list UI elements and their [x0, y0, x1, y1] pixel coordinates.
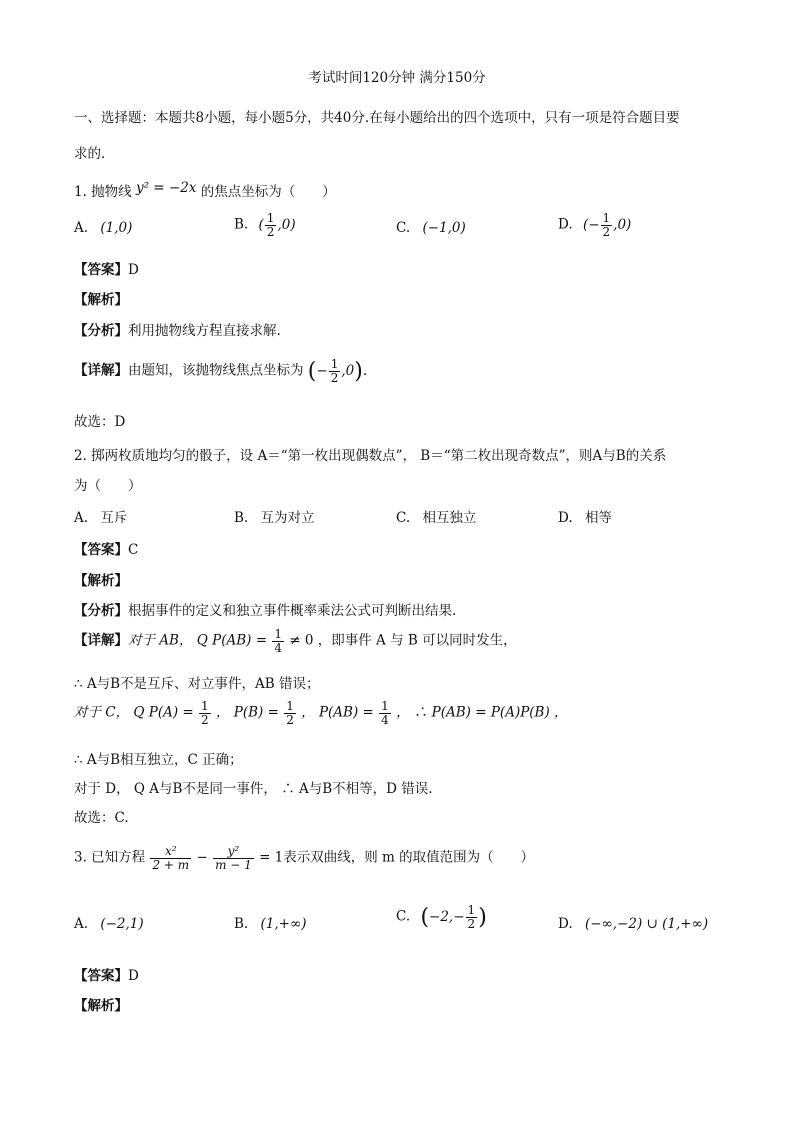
- q1-option-a: A. (1,0): [74, 220, 133, 236]
- q3-option-c: C. (−2,− $\frac{1}{2}$ ): [396, 903, 487, 931]
- q1-option-a-value: (1,0): [100, 220, 133, 236]
- q2-option-a: A. 互斥: [74, 510, 128, 526]
- exam-info-header: 考试时间120分钟 满分150分: [308, 70, 486, 86]
- q2-detail-line-4: ∴ A与B相互独立，C 正确；: [74, 752, 243, 768]
- q1-fenxi: 【分析】利用抛物线方程直接求解.: [74, 323, 281, 339]
- q2-stem-line-1: 2. 掷两枚质地均匀的骰子，设 A＝“第一枚出现偶数点”， B＝“第二枚出现奇数点”，则A与B的关系: [74, 448, 667, 464]
- q2-fenxi: 【分析】根据事件的定义和独立事件概率乘法公式可判断出结果.: [74, 603, 457, 619]
- q3-option-b: B. (1,+∞): [234, 916, 307, 932]
- section-intro-line-1: 一、选择题：本题共8小题，每小题5分，共40分.在每小题给出的四个选项中，只有一项是符合题目要: [74, 110, 680, 126]
- q3-option-a: A. (−2,1): [74, 916, 144, 932]
- q3-answer: 【答案】D: [74, 968, 139, 984]
- q2-option-c: C. 相互独立: [396, 510, 477, 526]
- q2-detail-line-1: 【详解】对于 AB， Q P(AB) = $\frac{1}{4}$ ≠ 0 ，即事件 A 与 B 可以同时发生，: [74, 627, 517, 655]
- q2-answer: 【答案】C: [74, 542, 139, 558]
- q1-analysis-label: 【解析】: [74, 292, 128, 308]
- q1-option-c-value: (−1,0): [422, 220, 466, 236]
- q1-detail: 【详解】由题知，该抛物线焦点坐标为 (− $\frac{1}{2}$ ,0).: [74, 357, 368, 385]
- q2-stem-line-2: 为（ ）: [74, 478, 142, 494]
- q2-conclusion: 故选：C.: [74, 810, 129, 826]
- q1-option-b-value: ( $\frac{1}{2}$ ,0): [258, 211, 296, 239]
- q2-option-b: B. 互为对立: [234, 510, 315, 526]
- q3-analysis-label: 【解析】: [74, 998, 128, 1014]
- q3-option-c-value: (−2,− $\frac{1}{2}$ ): [420, 903, 487, 931]
- q1-number: 1. 抛物线: [74, 184, 132, 200]
- q1-detail-result: (− $\frac{1}{2}$ ,0).: [307, 357, 368, 385]
- q1-option-d: D. (− $\frac{1}{2}$ ,0): [558, 211, 632, 239]
- q1-option-b: B. ( $\frac{1}{2}$ ,0): [234, 211, 296, 239]
- q1-stem: [74, 180, 336, 200]
- q3-stem: 3. 已知方程 $\frac{\text{x²}}{2 + m}$ − $\frac{\text{y²}}{m - 1}$ = 1表示双曲线，则 m 的取值范围为（ ）: [74, 844, 535, 872]
- q2-detail-line-3: 对于 C， Q P(A) = $\frac{1}{2}$ ， P(B) = $\frac{1}{2}$ ， P(AB) = $\frac{1}{4}$ ， ∴ P(AB) = P(A)P(B) ，: [74, 699, 568, 727]
- q1-answer: 【答案】D: [74, 262, 139, 278]
- section-intro-line-2: 求的.: [74, 146, 106, 162]
- q1-conclusion: 故选：D: [74, 414, 126, 430]
- q1-option-c: C. (−1,0): [396, 220, 466, 236]
- q1-option-d-value: (− $\frac{1}{2}$ ,0): [582, 211, 632, 239]
- q2-detail-line-2: ∴ A与B不是互斥、对立事件，AB 错误；: [74, 676, 320, 692]
- q3-option-d: D. (−∞,−2) ∪ (1,+∞): [558, 916, 709, 932]
- q1-stem-tail: 的焦点坐标为（ ）: [200, 184, 336, 200]
- q1-equation: y² = −2x: [135, 180, 197, 196]
- q2-option-d: D. 相等: [558, 510, 612, 526]
- q2-detail-line-5: 对于 D， Q A与B不是同一事件， ∴ A与B不相等，D 错误.: [74, 781, 433, 797]
- q2-analysis-label: 【解析】: [74, 573, 128, 589]
